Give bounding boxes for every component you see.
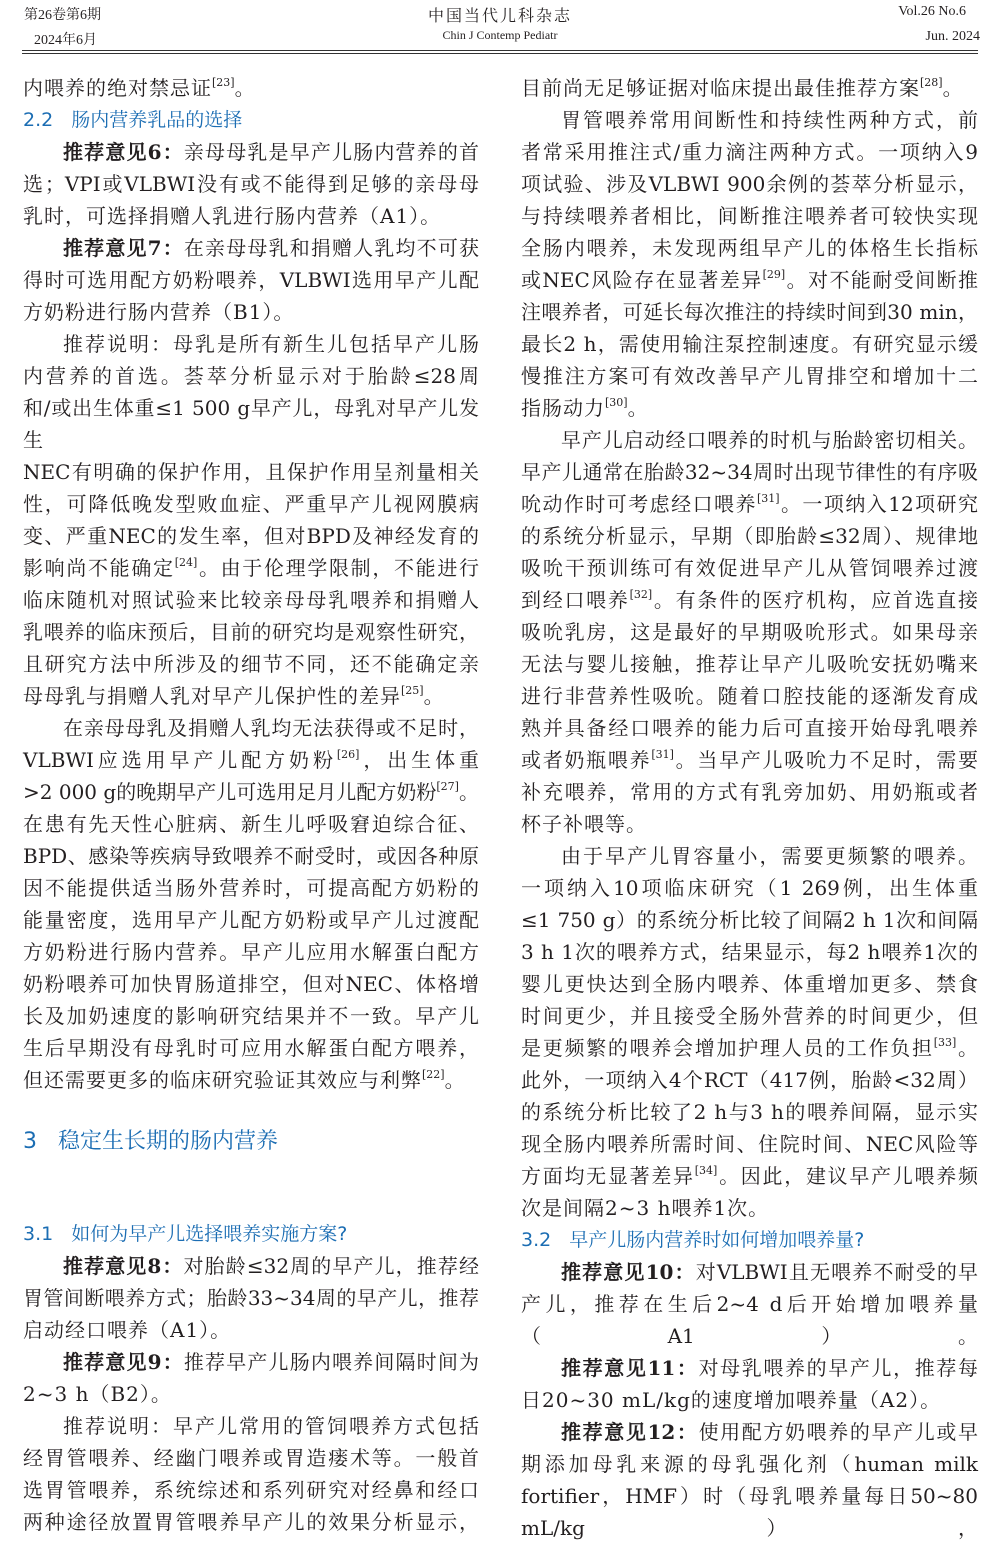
text-run: 。对不能耐受间断推 (785, 268, 979, 292)
text-run: 经胃管喂养、经幽门喂养或胃造瘘术等。一般首 (23, 1446, 479, 1470)
text-line (521, 1416, 978, 1448)
text-run: VLBWI应选用早产儿配方奶粉 (23, 748, 337, 772)
recommendation-label: 推荐意见8： (63, 1254, 184, 1278)
header-rule (22, 50, 978, 51)
text-line (521, 552, 978, 584)
text-line (23, 328, 479, 360)
text-run: 推荐早产儿肠内喂养间隔时间为 (183, 1350, 479, 1374)
text-run: 选胃管喂养，系统综述和系列研究对经鼻和经口 (23, 1478, 479, 1502)
text-line (23, 1346, 479, 1378)
text-run: 慢推注方案可有效改善早产儿胃排空和增加十二 (521, 364, 978, 388)
text-line (521, 1096, 978, 1128)
text-line (521, 680, 978, 712)
text-run: 能量密度，选用早产儿配方奶粉或早产儿过渡配 (23, 908, 479, 932)
text-run: 内喂养的绝对禁忌证 (23, 76, 212, 100)
text-run: 。有条件的医疗机构，应首选直接 (652, 588, 979, 612)
text-line (23, 1378, 479, 1410)
text-run: NEC有明确的保护作用，且保护作用呈剂量相关 (23, 460, 479, 484)
text-run: 但还需要更多的临床研究验证其效应与利弊 (23, 1068, 422, 1092)
text-line (521, 840, 978, 872)
text-run: 。由于伦理学限制，不能进行 (197, 556, 480, 580)
text-line (521, 232, 978, 264)
text-line (23, 200, 479, 232)
text-run: 到经口喂养 (521, 588, 630, 612)
text-line (23, 136, 479, 168)
text-line (521, 1448, 978, 1480)
text-line (521, 424, 978, 456)
subsection-heading (521, 1224, 978, 1256)
text-run: 项试验、涉及VLBWI 900余例的荟萃分析显示， (521, 172, 978, 196)
text-run: 婴儿更快达到全肠内喂养、体重增加更多、禁食 (521, 972, 978, 996)
text-run: 吸吮干预训练可有效促进早产儿从管饲喂养过渡 (521, 556, 978, 580)
text-run: 早产儿启动经口喂养的时机与胎龄密切相关。 (561, 428, 978, 452)
text-line (521, 1032, 978, 1064)
text-line (23, 1410, 479, 1442)
text-line (23, 616, 479, 648)
text-run: 亲母母乳是早产儿肠内营养的首 (183, 140, 479, 164)
text-run: 使用配方奶喂养的早产儿或早 (698, 1420, 978, 1444)
text-run: 与持续喂养者相比，间断推注喂养者可较快实现 (521, 204, 978, 228)
text-run: 此外，一项纳入4个RCT（417例，胎龄<32周） (521, 1068, 978, 1092)
text-line (23, 1282, 479, 1314)
text-run: 临床随机对照试验来比较亲母母乳喂养和捐赠人 (23, 588, 479, 612)
text-run: 日20~30 mL/kg的速度增加喂养量（A2）。 (521, 1388, 942, 1412)
text-run: 。 (234, 76, 256, 100)
text-run: 启动经口喂养（A1）。 (23, 1318, 232, 1342)
citation: [27] (436, 780, 459, 793)
text-run: 由于早产儿胃容量小，需要更频繁的喂养。 (561, 844, 978, 868)
text-run: 在亲母母乳及捐赠人乳均无法获得或不足时， (63, 716, 479, 740)
text-run: 方奶粉进行肠内营养。早产儿应用水解蛋白配方 (23, 940, 479, 964)
text-line (521, 648, 978, 680)
text-line (23, 456, 479, 488)
issue-date-en: Jun. 2024 (925, 29, 980, 44)
text-run: 无法与婴儿接触，推荐让早产儿吸吮安抚奶嘴来 (521, 652, 978, 676)
text-line (23, 1032, 479, 1064)
text-run: 。 (627, 396, 649, 420)
text-run: 2~3 h（B2）。 (23, 1382, 172, 1406)
text-run: 内营养的首选。荟萃分析显示对于胎龄≤28周 (23, 364, 479, 388)
text-line (23, 296, 479, 328)
text-line (521, 1352, 978, 1384)
text-line (23, 808, 479, 840)
text-run: 最长2 h，需使用输注泵控制速度。有研究显示缓 (521, 332, 978, 356)
text-run: 且研究方法中所涉及的细节不同，还不能确定亲 (23, 652, 479, 676)
text-run: 早产儿通常在胎龄32~34周时出现节律性的有序吸 (521, 460, 978, 484)
text-run: BPD、感染等疾病导致喂养不耐受时，或因各种原 (23, 844, 479, 868)
text-line (521, 200, 978, 232)
citation: [30] (605, 396, 628, 409)
text-line (23, 1442, 479, 1474)
text-run: 产儿，推荐在生后2~4 d后开始增加喂养量（A1）。 (521, 1292, 978, 1348)
citation: [23] (212, 76, 235, 89)
text-run: 。当早产儿吸吮力不足时，需要 (673, 748, 979, 772)
text-run: 因不能提供适当肠外营养时，可提高配方奶粉的 (23, 876, 479, 900)
text-line (521, 1480, 978, 1544)
text-run: 指肠动力 (521, 396, 605, 420)
text-line (521, 936, 978, 968)
text-line (23, 1000, 479, 1032)
text-line (23, 968, 479, 1000)
text-run: 和/或出生体重≤1 500 g早产儿，母乳对早产儿发生 (23, 396, 479, 452)
text-run: 长及加奶速度的影响研究结果并不一致。早产儿 (23, 1004, 479, 1028)
text-line (23, 1250, 479, 1282)
header-rule (22, 53, 978, 54)
text-run: 两种途径放置胃管喂养早产儿的效果分析显示， (23, 1510, 479, 1534)
text-run: 时间更少，并且接受全肠外营养的时间更少，但 (521, 1004, 978, 1028)
journal-title-en: Chin J Contemp Pediatr (442, 28, 558, 42)
text-line (521, 1128, 978, 1160)
text-run: 母母乳与捐赠人乳对早产儿保护性的差异 (23, 684, 401, 708)
text-line (23, 552, 479, 584)
text-run: 选；VPI或VLBWI没有或不能得到足够的亲母母 (23, 172, 479, 196)
text-line (23, 232, 479, 264)
text-line (23, 392, 479, 456)
text-run: 胃管喂养常用间断性和持续性两种方式，前 (561, 108, 978, 132)
text-line (23, 360, 479, 392)
text-run: fortifier，HMF）时（母乳喂养量每日50~80 mL/kg）， (521, 1484, 978, 1540)
right-column (521, 72, 978, 1544)
text-line (521, 488, 978, 520)
recommendation-label: 推荐意见10： (561, 1260, 696, 1284)
text-line (521, 520, 978, 552)
text-line (521, 1192, 978, 1224)
citation: [28] (920, 76, 943, 89)
citation: [33] (933, 1036, 957, 1049)
volume-en: Vol.26 No.6 (898, 4, 966, 19)
citation: [31] (756, 492, 780, 505)
text-line (23, 744, 479, 776)
text-line (23, 776, 479, 808)
text-run: 性，可降低晚发型败血症、严重早产儿视网膜病 (23, 492, 479, 516)
text-run: 或者奶瓶喂养 (521, 748, 652, 772)
text-run: 吮动作时可考虑经口喂养 (521, 492, 757, 516)
text-run: 熟并具备经口喂养的能力后可直接开始母乳喂养 (521, 716, 978, 740)
text-run: 在亲母母乳和捐赠人乳均不可获 (183, 236, 479, 260)
text-line (521, 1288, 978, 1352)
recommendation-label: 推荐意见7： (63, 236, 184, 260)
citation: [29] (762, 268, 786, 281)
text-line (521, 712, 978, 744)
text-run: 补充喂养，常用的方式有乳旁加奶、用奶瓶或者 (521, 780, 978, 804)
text-run: 奶粉喂养可加快胃肠道排空，但对NEC、体格增 (23, 972, 479, 996)
text-run: 在患有先天性心脏病、新生儿呼吸窘迫综合征、 (23, 812, 479, 836)
issue-date-cn: 2024年6月 (34, 33, 97, 48)
text-run: 方面均无显著差异 (521, 1164, 695, 1188)
text-run: 方奶粉进行肠内营养（B1）。 (23, 300, 295, 324)
text-run: 者常采用推注式/重力滴注两种方式。一项纳入9 (521, 140, 978, 164)
text-line (521, 1160, 978, 1192)
text-run: 推荐说明：早产儿常用的管饲喂养方式包括 (63, 1414, 479, 1438)
left-column (23, 72, 479, 1538)
text-run: 进行非营养性吸吮。随着口腔技能的逐渐发育成 (521, 684, 978, 708)
text-line (521, 296, 978, 328)
citation: [32] (629, 588, 653, 601)
recommendation-label: 推荐意见11： (561, 1356, 699, 1380)
journal-title-cn: 中国当代儿科杂志 (427, 8, 572, 25)
text-line (521, 872, 978, 904)
citation: [34] (694, 1164, 718, 1177)
text-line (23, 680, 479, 712)
text-line (521, 744, 978, 776)
text-run: 现全肠内喂养所需时间、住院时间、NEC风险等 (521, 1132, 978, 1156)
text-run: 乳时，可选择捐赠人乳进行肠内营养（A1）。 (23, 204, 442, 228)
text-line (23, 872, 479, 904)
text-run: 。 (942, 76, 964, 100)
text-line (23, 648, 479, 680)
text-run: 。 (423, 684, 445, 708)
recommendation-label: 推荐意见12： (561, 1420, 699, 1444)
text-run: 3 h 1次的喂养方式，结果显示，每2 h喂养1次的 (521, 940, 978, 964)
text-run: 对VLBWI且无喂养不耐受的早 (695, 1260, 978, 1284)
text-line (521, 392, 978, 424)
text-line (23, 1064, 479, 1096)
text-line (521, 968, 978, 1000)
text-run: 一项纳入10项临床研究（1 269例，出生体重 (521, 876, 978, 900)
text-line (521, 776, 978, 808)
text-line (521, 136, 978, 168)
text-run: 影响尚不能确定 (23, 556, 175, 580)
text-line (521, 1000, 978, 1032)
text-run: 3 稳定生长期的肠内营养 (23, 1129, 278, 1154)
text-run: >2 000 g的晚期早产儿可选用足月儿配方奶粉 (23, 780, 437, 804)
text-run: 。一项纳入12项研究 (779, 492, 979, 516)
text-run: 目前尚无足够证据对临床提出最佳推荐方案 (521, 76, 920, 100)
text-line (521, 1384, 978, 1416)
text-run: 或NEC风险存在显著差异 (521, 268, 763, 292)
text-run: 是更频繁的喂养会增加护理人员的工作负担 (521, 1036, 934, 1060)
text-line (521, 616, 978, 648)
section-heading (23, 1096, 479, 1218)
text-line (521, 1064, 978, 1096)
text-line (521, 168, 978, 200)
citation: [31] (651, 748, 674, 761)
text-line (23, 712, 479, 744)
text-run: ≤1 750 g）的系统分析比较了间隔2 h 1次和间隔 (521, 908, 978, 932)
text-line (23, 520, 479, 552)
text-line (521, 328, 978, 360)
text-line (521, 1256, 978, 1288)
text-run: 生后早期没有母乳时可应用水解蛋白配方喂养， (23, 1036, 479, 1060)
text-run: 的系统分析比较了2 h与3 h的喂养间隔，显示实 (521, 1100, 978, 1124)
recommendation-label: 推荐意见9： (63, 1350, 184, 1374)
citation: [22] (422, 1068, 445, 1081)
citation: [25] (401, 684, 424, 697)
text-line (23, 168, 479, 200)
text-line (521, 104, 978, 136)
text-line (23, 1506, 479, 1538)
subsection-heading (23, 1218, 479, 1250)
text-run: 对胎龄≤32周的早产儿，推荐经 (183, 1254, 479, 1278)
text-line (23, 1474, 479, 1506)
text-line (23, 1314, 479, 1346)
text-run: 乳喂养的临床预后，目前的研究均是观察性研究， (23, 620, 479, 644)
text-run: ，出生体重 (359, 748, 479, 772)
text-line (23, 904, 479, 936)
text-line (521, 808, 978, 840)
text-line (521, 264, 978, 296)
text-run: 变、严重NEC的发生率，但对BPD及神经发育的 (23, 524, 479, 548)
text-run: 2.2 肠内营养乳品的选择 (23, 109, 243, 131)
citation: [26] (336, 748, 360, 761)
subsection-heading (23, 104, 479, 136)
text-line (23, 840, 479, 872)
text-line (521, 360, 978, 392)
text-run: 期添加母乳来源的母乳强化剂（human milk (521, 1452, 978, 1476)
text-line (23, 264, 479, 296)
text-run: 杯子补喂等。 (521, 812, 647, 836)
text-run: 次是间隔2~3 h喂养1次。 (521, 1196, 770, 1220)
text-run: 3.1 如何为早产儿选择喂养实施方案? (23, 1223, 348, 1245)
text-line (23, 584, 479, 616)
text-run: 推荐说明：母乳是所有新生儿包括早产儿肠 (63, 332, 479, 356)
text-run: 胃管间断喂养方式；胎龄33~34周的早产儿，推荐 (23, 1286, 479, 1310)
text-run: 得时可选用配方奶粉喂养，VLBWI选用早产儿配 (23, 268, 479, 292)
text-line (23, 488, 479, 520)
text-line (521, 456, 978, 488)
citation: [24] (174, 556, 198, 569)
text-run: 对母乳喂养的早产儿，推荐每 (698, 1356, 978, 1380)
text-line (23, 936, 479, 968)
text-run: 3.2 早产儿肠内营养时如何增加喂养量? (521, 1229, 865, 1251)
text-run: 。 (458, 780, 479, 804)
text-run: 注喂养者，可延长每次推注的持续时间到30 min， (521, 300, 978, 324)
text-line (521, 584, 978, 616)
text-run: 。 (444, 1068, 466, 1092)
text-run: 。因此，建议早产儿喂养频 (717, 1164, 979, 1188)
text-run: 的系统分析显示，早期（即胎龄≤32周）、规律地 (521, 524, 978, 548)
text-line (521, 72, 978, 104)
recommendation-label: 推荐意见6： (63, 140, 184, 164)
text-run: 全肠内喂养，未发现两组早产儿的体格生长指标 (521, 236, 978, 260)
text-line (23, 72, 479, 104)
text-run: 吸吮乳房，这是最好的早期吸吮形式。如果母亲 (521, 620, 978, 644)
text-run: 。 (956, 1036, 979, 1060)
volume-issue: 第26卷第6期 (24, 8, 101, 23)
text-line (521, 904, 978, 936)
